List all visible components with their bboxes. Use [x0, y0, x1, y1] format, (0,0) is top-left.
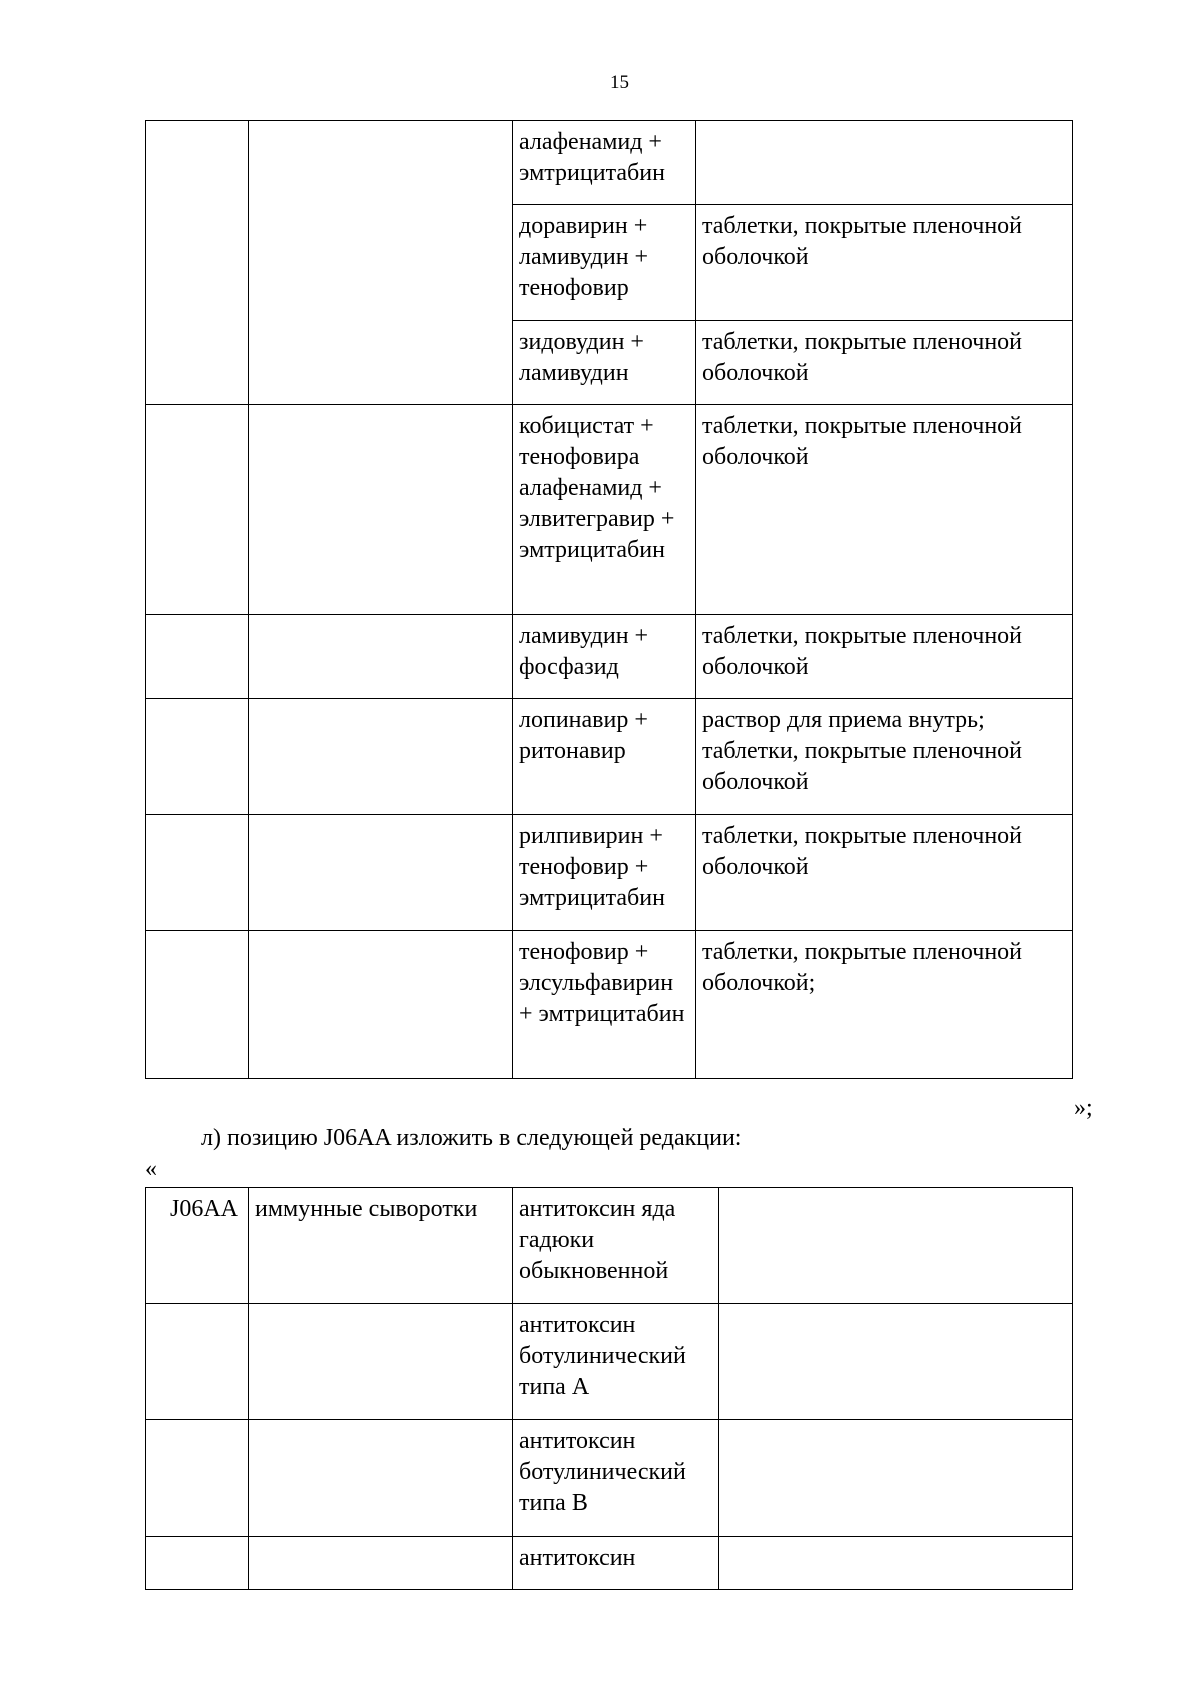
group-cell — [249, 405, 513, 615]
table-row — [146, 121, 1073, 205]
form-cell: таблетки, покрытые пленочной оболочкой — [696, 205, 1073, 321]
drug-cell: зидовудин + ламивудин — [513, 321, 696, 405]
drug-cell: антитоксин ботулинический типа B — [513, 1420, 719, 1537]
form-cell — [719, 1420, 1073, 1537]
drug-cell: ламивудин + фосфазид — [513, 615, 696, 699]
table-row — [146, 931, 1073, 1079]
atc-code-cell — [146, 815, 249, 931]
closing-quote: »; — [1074, 1095, 1093, 1121]
drug-cell: кобицистат + тенофовира алафенамид + элвитегравир + эмтрицитабин — [513, 405, 696, 615]
form-cell: таблетки, покрытые пленочной оболочкой — [696, 321, 1073, 405]
drug-cell: антитоксин яда гадюки обыкновенной — [513, 1188, 719, 1304]
form-cell — [696, 121, 1073, 205]
group-cell — [249, 931, 513, 1079]
form-cell — [719, 1304, 1073, 1420]
form-cell — [719, 1537, 1073, 1590]
drug-cell: лопинавир + ритонавир — [513, 699, 696, 815]
group-cell: иммунные сыворотки — [249, 1188, 513, 1304]
table-row — [146, 405, 1073, 615]
table-row — [146, 1304, 1073, 1420]
table-row — [146, 699, 1073, 815]
drug-cell: антитоксин — [513, 1537, 719, 1590]
group-cell — [249, 121, 513, 405]
form-cell: раствор для приема внутрь; таблетки, покрытые пленочной оболочкой — [696, 699, 1073, 815]
group-cell — [249, 1537, 513, 1590]
opening-quote: « — [145, 1156, 157, 1182]
atc-code-cell — [146, 615, 249, 699]
atc-code-cell — [146, 1304, 249, 1420]
form-cell: таблетки, покрытые пленочной оболочкой; — [696, 931, 1073, 1079]
instruction-paragraph: л) позицию J06AA изложить в следующей редакции: — [201, 1125, 742, 1151]
table-row — [146, 1188, 1073, 1304]
form-cell — [719, 1188, 1073, 1304]
page-number: 15 — [610, 72, 629, 93]
atc-code-cell — [146, 121, 249, 405]
table-row — [146, 615, 1073, 699]
drug-cell: доравирин + ламивудин + тенофовир — [513, 205, 696, 321]
group-cell — [249, 615, 513, 699]
form-cell: таблетки, покрытые пленочной оболочкой — [696, 405, 1073, 615]
atc-code-cell — [146, 1537, 249, 1590]
j06aa-table — [145, 1187, 1073, 1590]
atc-code-cell — [146, 405, 249, 615]
group-cell — [249, 1420, 513, 1537]
group-cell — [249, 699, 513, 815]
drug-table-continuation — [145, 120, 1073, 1079]
drug-cell: алафенамид + эмтрицитабин — [513, 121, 696, 205]
drug-cell: тенофовир + элсульфавирин + эмтрицитабин — [513, 931, 696, 1079]
drug-cell: антитоксин ботулинический типа A — [513, 1304, 719, 1420]
drug-cell: рилпивирин + тенофовир + эмтрицитабин — [513, 815, 696, 931]
atc-code-cell: J06AA — [146, 1188, 249, 1304]
atc-code-cell — [146, 1420, 249, 1537]
atc-code-cell — [146, 931, 249, 1079]
table-row — [146, 1420, 1073, 1537]
group-cell — [249, 1304, 513, 1420]
table-row — [146, 1537, 1073, 1590]
form-cell: таблетки, покрытые пленочной оболочкой — [696, 615, 1073, 699]
atc-code-cell — [146, 699, 249, 815]
table-row — [146, 815, 1073, 931]
group-cell — [249, 815, 513, 931]
form-cell: таблетки, покрытые пленочной оболочкой — [696, 815, 1073, 931]
